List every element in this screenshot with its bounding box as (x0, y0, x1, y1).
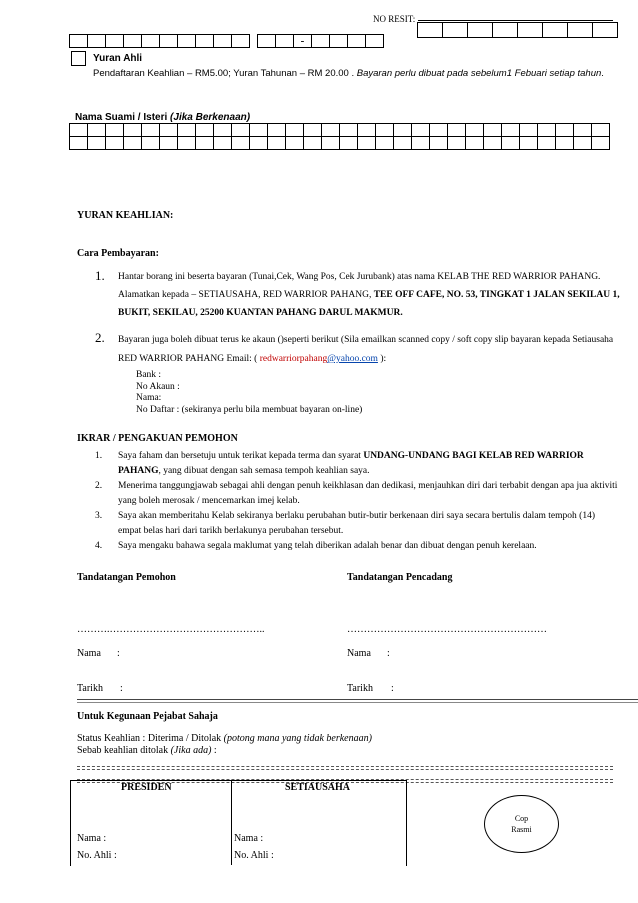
secretary-name-label: Nama : (234, 833, 264, 844)
name-letter-box[interactable] (465, 136, 484, 150)
receipt-underline (418, 20, 613, 21)
section-divider (77, 699, 638, 700)
rejection-reason (77, 745, 217, 756)
approval-table-divider (231, 780, 232, 865)
name-letter-box[interactable] (213, 136, 232, 150)
official-stamp (484, 795, 559, 853)
pledge-heading: IKRAR / PENGAKUAN PEMOHON (77, 433, 238, 444)
name-letter-box[interactable] (141, 123, 160, 137)
name-letter-box[interactable] (483, 136, 502, 150)
spouse-label (75, 112, 250, 123)
pledge-item-text: Saya faham dan bersetuju untuk terikat kepada terma dan syarat (118, 451, 364, 461)
rejection-reason-note: (Jika ada) (170, 745, 212, 756)
name-letter-box[interactable] (501, 136, 520, 150)
name-letter-box[interactable] (591, 123, 610, 137)
fees-heading: YURAN KEAHLIAN: (77, 210, 174, 221)
name-letter-box[interactable] (321, 136, 340, 150)
name-letter-box[interactable] (447, 136, 466, 150)
ic-number-boxes-2[interactable] (258, 34, 384, 48)
pledge-item-number: 3. (95, 511, 103, 521)
president-heading: PRESIDEN (121, 782, 172, 793)
email-domain-link[interactable]: @yahoo.com (327, 354, 378, 364)
pledge-item-text: Saya akan memberitahu Kelab sekiranya berlaku perubahan butir-butir berkenaan diri saya secara bertulis dalam tempoh (14) empat belas hari dari tarikh berlakunya perubahan tersebut. (118, 511, 595, 536)
name-letter-box[interactable] (249, 123, 268, 137)
pledge-item (95, 509, 620, 539)
name-letter-box[interactable] (123, 123, 142, 137)
name-letter-box[interactable] (591, 136, 610, 150)
account-name-label: Nama: (136, 393, 162, 403)
name-letter-box[interactable] (375, 123, 394, 137)
applicant-signature-line[interactable]: ……….……………………………………….. (77, 624, 265, 635)
receipt-label: NO RESIT: (373, 14, 416, 24)
pledge-item-number: 2. (95, 481, 103, 491)
account-label: No Akaun : (136, 381, 180, 392)
applicant-name-colon: : (117, 648, 120, 659)
stamp-label-2: Rasmi (511, 825, 532, 834)
name-letter-box[interactable] (177, 136, 196, 150)
payment-item-1-address: TEE OFF CAFE, NO. 53, TINGKAT 1 JALAN SEKILAU 1, BUKIT, SEKILAU, 25200 KUANTAN PAHANG DARUL MAKMUR. (118, 290, 620, 318)
applicant-name-label: Nama (77, 648, 101, 659)
rejection-reason-colon: : (211, 745, 217, 756)
proposer-name-label: Nama (347, 648, 371, 659)
section-divider-2 (77, 702, 638, 703)
secretary-member-no-label: No. Ahli : (234, 850, 274, 861)
yuran-ahli-title: Yuran Ahli (93, 53, 143, 64)
name-letter-box[interactable] (555, 123, 574, 137)
name-letter-box[interactable] (465, 123, 484, 137)
name-letter-box[interactable] (231, 123, 250, 137)
name-letter-box[interactable] (195, 123, 214, 137)
payment-item-2 (118, 331, 623, 369)
proposer-name-colon: : (387, 648, 390, 659)
proposer-date-colon: : (391, 683, 394, 694)
name-letter-box[interactable] (195, 136, 214, 150)
membership-status (77, 733, 372, 744)
reason-line-2[interactable] (77, 769, 613, 770)
president-name-label: Nama : (77, 833, 107, 844)
name-letter-box[interactable] (105, 123, 124, 137)
membership-status-text: Status Keahlian : Diterima / Ditolak (77, 733, 224, 744)
name-letter-box[interactable] (231, 136, 250, 150)
proposer-signature-label: Tandatangan Pencadang (347, 572, 453, 583)
proposer-date-label: Tarikh (347, 683, 373, 694)
yuran-ahli-deadline: Bayaran perlu dibuat pada sebelum1 Febuari setiap tahun (356, 68, 602, 79)
name-letter-box[interactable] (393, 123, 412, 137)
yuran-ahli-description (93, 67, 608, 81)
rejection-reason-text: Sebab keahlian ditolak (77, 745, 171, 756)
name-letter-box[interactable] (393, 136, 412, 150)
pledge-item-number: 1. (95, 451, 103, 461)
name-letter-box[interactable] (303, 136, 322, 150)
name-letter-box[interactable] (447, 123, 466, 137)
name-letter-box[interactable] (321, 123, 340, 137)
name-letter-box[interactable] (177, 123, 196, 137)
name-letter-box[interactable] (429, 123, 448, 137)
payment-item-2-text: Bayaran juga boleh dibuat terus ke akaun ()seperti berikut (Sila emailkan scanned copy / soft copy slip bayaran kepada Setiausaha RED WARRIOR PAHANG Email: ( (118, 335, 614, 364)
payment-item-1-text: Hantar borang ini beserta bayaran (Tunai,Cek, Wang Pos, Cek Jurubank) atas nama KELAB THE RED WARRIOR PAHANG. Alamatkan kepada – SETIAUSAHA, RED WARRIOR PAHANG, (118, 272, 601, 300)
register-label: No Daftar : (sekiranya perlu bila membuat bayaran on-line) (136, 404, 363, 415)
payment-item-1-number: 1. (95, 268, 105, 283)
pledge-item-text: Saya mengaku bahawa segala maklumat yang telah diberikan adalah benar dan dibuat dengan penuh kerelaan. (118, 541, 537, 551)
name-letter-box[interactable] (267, 123, 286, 137)
name-letter-box[interactable] (537, 136, 556, 150)
name-letter-box[interactable] (87, 136, 106, 150)
pledge-item-text-end: , yang dibuat dengan sah semasa tempoh keahlian saya. (158, 466, 370, 476)
receipt-boxes[interactable] (418, 22, 618, 38)
name-letter-box[interactable] (303, 123, 322, 137)
name-letter-box[interactable] (69, 136, 88, 150)
spouse-label-note: (Jika Berkenaan) (170, 112, 251, 123)
name-letter-box[interactable] (411, 123, 430, 137)
payment-item-2-number: 2. (95, 330, 105, 345)
spouse-name-boxes[interactable] (70, 123, 610, 150)
name-letter-box[interactable] (519, 123, 538, 137)
bank-details (136, 370, 362, 416)
name-letter-box[interactable] (159, 136, 178, 150)
office-use-heading: Untuk Kegunaan Pejabat Sahaja (77, 711, 218, 722)
membership-status-note: (potong mana yang tidak berkenaan) (223, 733, 372, 744)
reason-line-1[interactable] (77, 766, 613, 767)
name-letter-box[interactable] (339, 123, 358, 137)
ic-number-boxes[interactable] (70, 34, 250, 48)
proposer-signature-line[interactable]: …………………………………………………… (347, 624, 547, 635)
yuran-ahli-fees: Pendaftaran Keahlian – RM5.00; Yuran Tahunan – RM 20.00 . (93, 68, 357, 79)
name-letter-box[interactable] (285, 123, 304, 137)
name-letter-box[interactable] (483, 123, 502, 137)
name-letter-box[interactable] (87, 123, 106, 137)
name-letter-box[interactable] (519, 136, 538, 150)
name-letter-box[interactable] (213, 123, 232, 137)
name-letter-box[interactable] (573, 123, 592, 137)
name-letter-box[interactable] (501, 123, 520, 137)
pledge-item (95, 479, 620, 509)
stamp-label-1: Cop (514, 814, 529, 823)
name-letter-box[interactable] (285, 136, 304, 150)
president-member-no-label: No. Ahli : (77, 850, 117, 861)
name-letter-box[interactable] (123, 136, 142, 150)
pledge-item (95, 449, 620, 479)
name-letter-box[interactable] (357, 136, 376, 150)
name-letter-box[interactable] (339, 136, 358, 150)
name-letter-box[interactable] (141, 136, 160, 150)
yuran-ahli-checkbox[interactable] (71, 51, 86, 66)
payment-method-heading: Cara Pembayaran: (77, 248, 159, 259)
payment-item-2-end: ): (377, 354, 387, 364)
applicant-date-colon: : (120, 683, 123, 694)
yuran-ahli-period: . (601, 68, 604, 79)
name-letter-box[interactable] (249, 136, 268, 150)
payment-item-1 (118, 268, 623, 322)
applicant-signature-label: Tandatangan Pemohon (77, 572, 176, 583)
name-letter-box[interactable] (573, 136, 592, 150)
pledge-item (95, 539, 620, 554)
name-letter-box[interactable] (555, 136, 574, 150)
name-letter-box[interactable] (105, 136, 124, 150)
name-letter-box[interactable] (267, 136, 286, 150)
pledge-item-number: 4. (95, 541, 103, 551)
secretary-heading: SETIAUSAHA (285, 782, 351, 793)
name-letter-box[interactable] (357, 123, 376, 137)
applicant-date-label: Tarikh (77, 683, 103, 694)
name-letter-box[interactable] (429, 136, 448, 150)
name-letter-box[interactable] (159, 123, 178, 137)
pledge-list (95, 449, 620, 554)
pledge-item-text: Menerima tanggungjawab sebagai ahli dengan penuh keikhlasan dan dedikasi, menjauhkan diri dari terbabit dengan apa jua aktiviti yang boleh merosak / mencemarkan imej kelab. (118, 481, 618, 506)
name-letter-box[interactable] (69, 123, 88, 137)
spouse-label-text: Nama Suami / Isteri (75, 112, 171, 123)
name-letter-box[interactable] (411, 136, 430, 150)
email-user[interactable]: redwarriorpahang (259, 354, 328, 364)
name-letter-box[interactable] (375, 136, 394, 150)
bank-label: Bank : (136, 370, 162, 380)
ic-dash: - (293, 34, 312, 48)
pledge-item-bold: UNDANG-UNDANG BAGI KELAB RED WARRIOR PAHANG (118, 451, 584, 476)
name-letter-box[interactable] (537, 123, 556, 137)
